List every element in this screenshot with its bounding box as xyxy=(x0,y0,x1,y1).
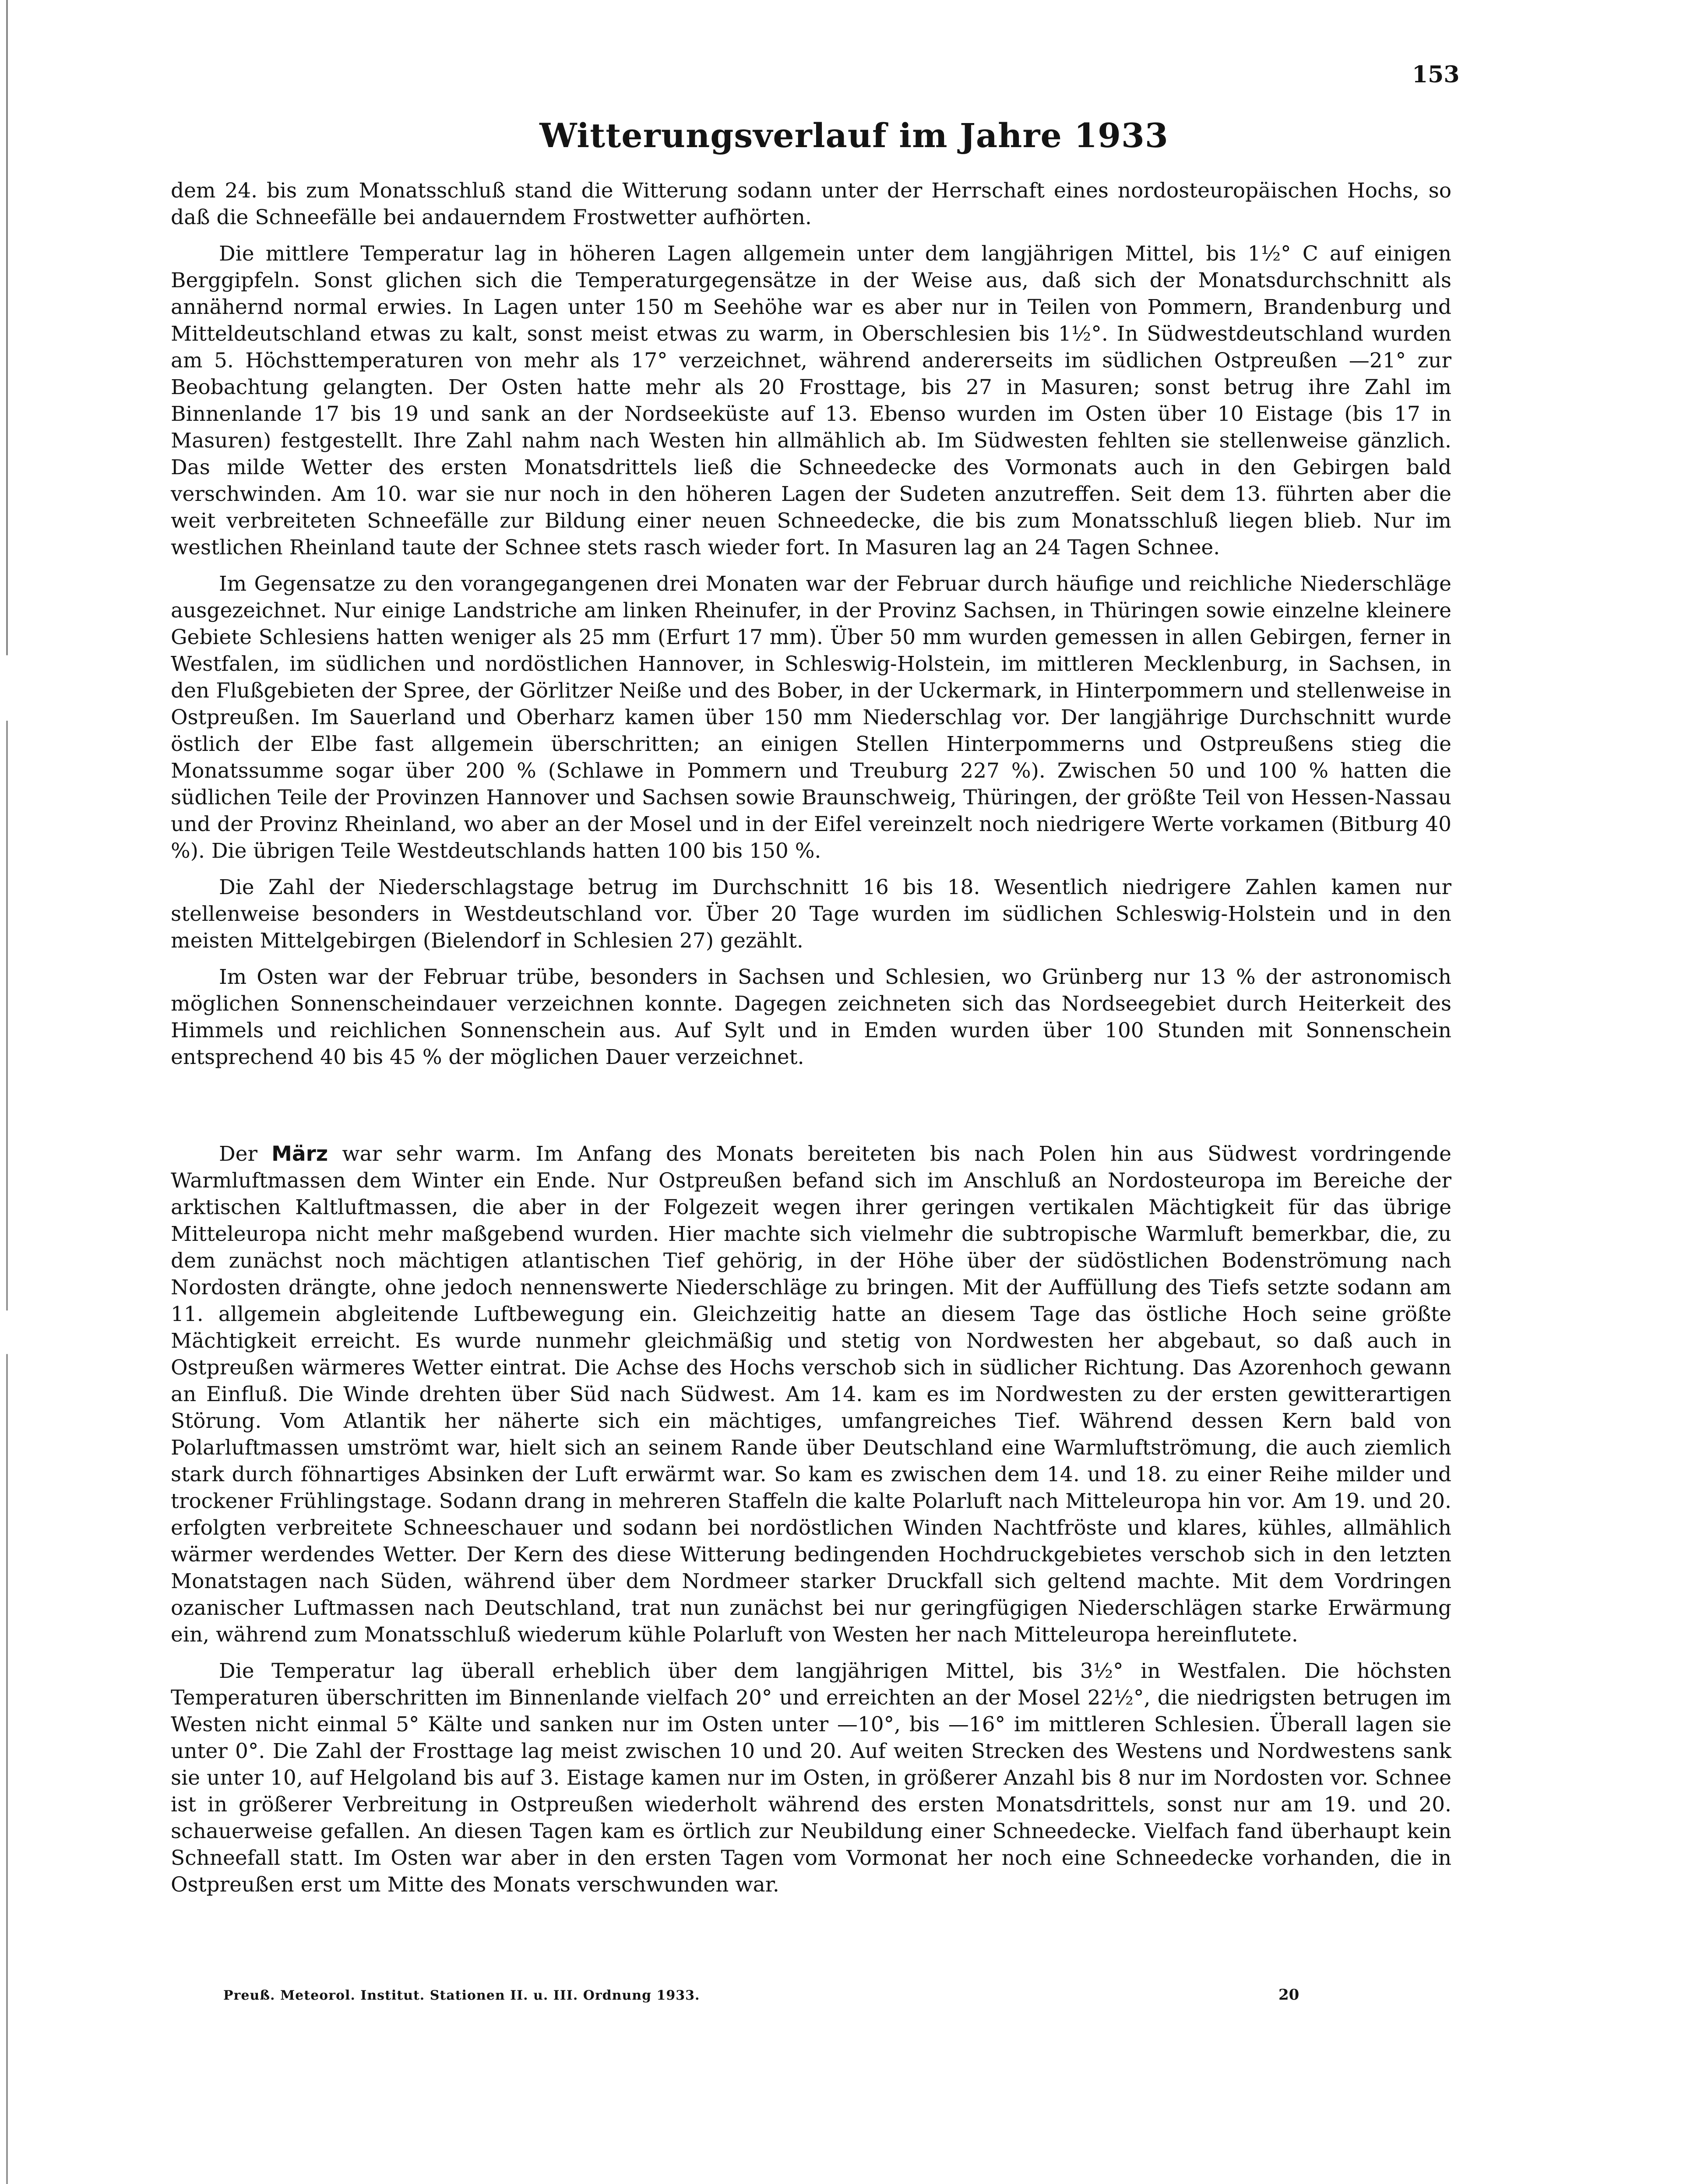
paragraph: Die Zahl der Niederschlagstage betrug im Durchschnitt 16 bis 18. Wesentlich niedrigere Zahlen kamen nur stellenweise besonders in Westdeutschland vor. Über 20 Tage wurden im südlichen Schleswig-Holstein und in den meisten Mittelgebirgen (Bielendorf in Schlesien 27) gezählt. xyxy=(171,875,1451,953)
scan-margin-line xyxy=(6,0,8,2184)
paragraph: Im Osten war der Februar trübe, besonders in Sachsen und Schlesien, wo Grünberg nur 13 % der astronomisch möglichen Sonnenscheindauer verzeichnen konnte. Dagegen zeichneten sich das Nordseegebiet durch Heiterkeit des Himmels und reichlichen Sonnenschein aus. Auf Sylt und in Emden wurden über 100 Stunden mit Sonnenschein entsprechend 40 bis 45 % der möglichen Dauer verzeichnet. xyxy=(171,965,1451,1069)
paragraph: Die Temperatur lag überall erheblich über dem langjährigen Mittel, bis 3½° in Westfalen. Die höchsten Temperaturen überschritten im Binnenlande vielfach 20° und erreichten an der Mosel 22½°, die niedrigsten betrugen im Westen nicht einmal 5° Kälte und sanken nur im Osten unter —10°, bis —16° im mittleren Schlesien. Überall lagen sie unter 0°. Die Zahl der Frosttage lag meist zwischen 10 und 20. Auf weiten Strecken des Westens und Nordwestens sank sie unter 10, auf Helgoland bis auf 3. Eistage kamen nur im Osten, in größerer Anzahl bis 8 nur im Nordosten vor. Schnee ist in größerer Verbreitung in Ostpreußen wiederholt während des ersten Monatsdrittels, sonst nur am 19. und 20. schauerweise gefallen. An diesen Tagen kam es örtlich zur Neubildung einer Schneedecke. Vielfach fand überhaupt kein Schneefall statt. Im Osten war aber in den ersten Tagen vom Vormonat her noch eine Schneedecke vorhanden, die in Ostpreußen erst um Mitte des Monats verschwunden war. xyxy=(171,1659,1451,1897)
paragraph xyxy=(171,1141,1451,1648)
paragraph-text: war sehr warm. Im Anfang des Monats bereiteten bis nach Polen hin aus Südwest vordringende Warmluftmassen dem Winter ein Ende. Nur Ostpreußen befand sich im Anschluß an Nordosteuropa im Bereiche der arktischen Kaltluftmassen, die aber in der Folgezeit wegen ihrer geringen vertikalen Mächtigkeit für das übrige Mitteleuropa nicht mehr maßgebend wurden. Hier machte sich vielmehr die subtropische Warmluft bemerkbar, die, zu dem zunächst noch mächtigen atlantischen Tief gehörig, in der Höhe über der südöstlichen Bodenströmung nach Nordosten drängte, ohne jedoch nennenswerte Niederschläge zu bringen. Mit der Auffüllung des Tiefs setzte sodann am 11. allgemein abgleitende Luftbewegung ein. Gleichzeitig hatte an diesem Tage das östliche Hoch seine größte Mächtigkeit erreicht. Es wurde nunmehr gleichmäßig und stetig von Nordwesten her abgebaut, so daß auch in Ostpreußen wärmeres Wetter eintrat. Die Achse des Hochs verschob sich in südlicher Richtung. Das Azorenhoch gewann an Einfluß. Die Winde drehten über Süd nach Südwest. Am 14. kam es im Nordwesten zu der ersten gewitterartigen Störung. Vom Atlantik her näherte sich ein mächtiges, umfangreiches Tief. Während dessen Kern bald von Polarluftmassen umströmt war, hielt sich an seinem Rande über Deutschland eine Warmluftströmung, die auch ziemlich stark durch föhnartiges Absinken der Luft erwärmt war. So kam es zwischen dem 14. und 18. zu einer Reihe milder und trockener Frühlingstage. Sodann drang in mehreren Staffeln die kalte Polarluft nach Mitteleuropa hin vor. Am 19. und 20. erfolgten verbreitete Schneeschauer und sodann bei nordöstlichen Winden Nachtfröste und klares, kühles, allmählich wärmer werdendes Wetter. Der Kern des diese Witterung bedingenden Hochdruckgebietes verschob sich in den letzten Monatstagen nach Süden, während über dem Nordmeer starker Druckfall sich geltend machte. Mit dem Vordringen ozanischer Luftmassen nach Deutschland, trat nun zunächst bei nur geringfügigen Niederschlägen starke Erwärmung ein, während zum Monatsschluß wiederum kühle Polarluft von Westen her nach Mitteleuropa hereinflutete. xyxy=(171,1142,1451,1647)
february-section xyxy=(171,177,1451,1080)
source-footnote: Preuß. Meteorol. Institut. Stationen II. u. III. Ordnung 1933. xyxy=(223,1988,700,2003)
paragraph-lead: Der xyxy=(219,1142,257,1166)
paragraph: dem 24. bis zum Monatsschluß stand die Witterung sodann unter der Herrschaft eines nordosteuropäischen Hochs, so daß die Schneefälle bei andauerndem Frostwetter aufhörten. xyxy=(171,179,1451,229)
page-number: 153 xyxy=(1412,61,1460,88)
paragraph: Die mittlere Temperatur lag in höheren Lagen allgemein unter dem langjährigen Mittel, bis 1½° C auf einigen Berggipfeln. Sonst glichen sich die Temperaturgegensätze in der Weise aus, daß sich der Monatsdurchschnitt als annähernd normal erwies. In Lagen unter 150 m Seehöhe war es aber nur in Teilen von Pommern, Brandenburg und Mitteldeutschland etwas zu kalt, sonst meist etwas zu warm, in Oberschlesien bis 1½°. In Südwestdeutschland wurden am 5. Höchsttemperaturen von mehr als 17° verzeichnet, während andererseits im südlichen Ostpreußen —21° zur Beobachtung gelangten. Der Osten hatte mehr als 20 Frosttage, bis 27 in Masuren; sonst betrug ihre Zahl im Binnenlande 17 bis 19 und sank an der Nordseeküste auf 13. Ebenso wurden im Osten über 10 Eistage (bis 17 in Masuren) festgestellt. Ihre Zahl nahm nach Westen hin allmählich ab. Im Südwesten fehlten sie stellenweise gänzlich. Das milde Wetter des ersten Monatsdrittels ließ die Schneedecke des Vormonats auch in den Gebirgen bald verschwinden. Am 10. war sie nur noch in den höheren Lagen der Sudeten anzutreffen. Seit dem 13. führten aber die weit verbreiteten Schneefälle zur Bildung einer neuen Schneedecke, die bis zum Monatsschluß liegen blieb. Nur im westlichen Rheinland taute der Schnee stets rasch wieder fort. In Masuren lag an 24 Tagen Schnee. xyxy=(171,242,1451,560)
paragraph: Im Gegensatze zu den vorangegangenen drei Monaten war der Februar durch häufige und reichliche Niederschläge ausgezeichnet. Nur einige Landstriche am linken Rheinufer, in der Provinz Sachsen, in Thüringen sowie einzelne kleinere Gebiete Schlesiens hatten weniger als 25 mm (Erfurt 17 mm). Über 50 mm wurden gemessen in allen Gebirgen, ferner in Westfalen, im südlichen und nordöstlichen Hannover, in Schleswig-Holstein, im mittleren Mecklenburg, in Sachsen, in den Flußgebieten der Spree, der Görlitzer Neiße und des Bober, in der Uckermark, in Hinterpommern und stellenweise in Ostpreußen. Im Sauerland und Oberharz kamen über 150 mm Niederschlag vor. Der langjährige Durchschnitt wurde östlich der Elbe fast allgemein überschritten; an einigen Stellen Hinterpommerns und Ostpreußens stieg die Monatssumme sogar über 200 % (Schlawe in Pommern und Treuburg 227 %). Zwischen 50 und 100 % hatten die südlichen Teile der Provinzen Hannover und Sachsen sowie Braunschweig, Thüringen, der größte Teil von Hessen-Nassau und der Provinz Rheinland, wo aber an der Mosel und in der Eifel vereinzelt noch niedrigere Werte vorkamen (Bitburg 40 %). Die übrigen Teile Westdeutschlands hatten 100 bis 150 %. xyxy=(171,572,1451,863)
sheet-signature: 20 xyxy=(1278,1986,1299,2004)
march-section xyxy=(171,1141,1451,1908)
month-heading: März xyxy=(271,1142,328,1166)
page-title: Witterungsverlauf im Jahre 1933 xyxy=(539,116,1169,155)
